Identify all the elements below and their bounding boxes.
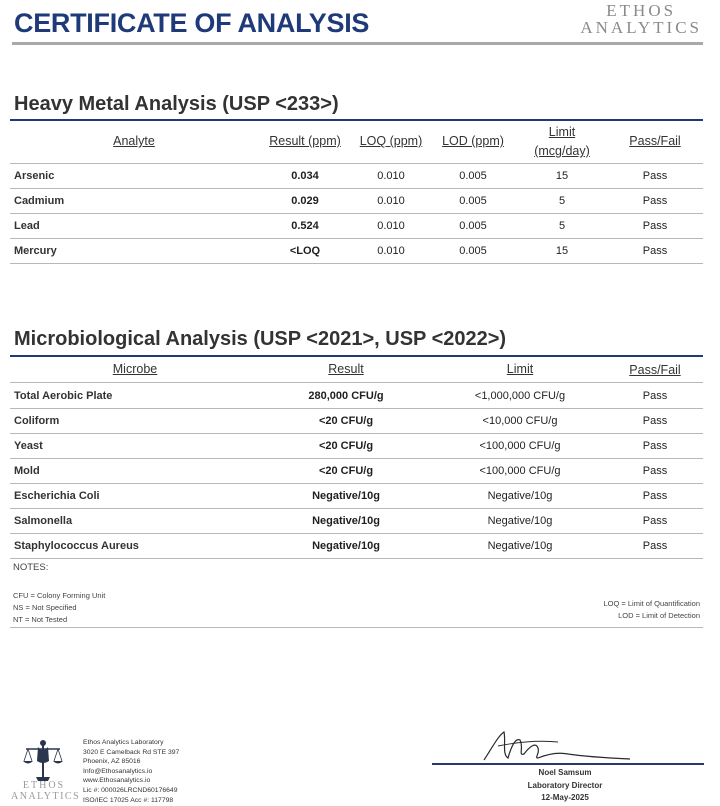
col-loq: LOQ (ppm)	[359, 134, 423, 148]
pass-fail-value: Pass	[642, 195, 668, 207]
limit-value: 15	[555, 245, 569, 257]
limit-value: 5	[558, 195, 566, 207]
loq-value: 0.010	[377, 170, 405, 182]
microbe-name: Salmonella	[14, 515, 73, 527]
table-row	[10, 214, 703, 239]
analyte-name: Mercury	[14, 245, 57, 257]
pass-fail-value: Pass	[642, 465, 668, 477]
limit-value: Negative/10g	[487, 515, 553, 527]
lab-street: 3020 E Camelback Rd STE 397	[83, 748, 180, 756]
table-row	[10, 189, 703, 214]
col-result: Result	[328, 362, 364, 376]
signer-name: Noel Samsum	[538, 768, 592, 777]
limit-value: 5	[558, 220, 566, 232]
loq-value: 0.010	[377, 220, 405, 232]
footer-logo-text	[11, 780, 81, 803]
pass-fail-value: Pass	[642, 515, 668, 527]
loq-value: 0.010	[377, 245, 405, 257]
limit-value: 15	[555, 170, 569, 182]
notes-divider	[10, 627, 703, 628]
limit-value: <10,000 CFU/g	[482, 415, 558, 427]
document-title: CERTIFICATE OF ANALYSIS	[14, 8, 370, 38]
col-limit-line2: (mcg/day)	[534, 144, 590, 158]
microbiology-title: Microbiological Analysis (USP <2021>, USP <2022>)	[14, 328, 507, 350]
heavy-metal-header-row	[10, 121, 703, 164]
analyte-name: Cadmium	[14, 195, 65, 207]
result-value: Negative/10g	[312, 540, 380, 552]
footer-logo-line1: ETHOS	[22, 780, 66, 791]
result-value: 280,000 CFU/g	[308, 390, 384, 402]
table-row	[10, 384, 703, 409]
table-row	[10, 434, 703, 459]
lab-city: Phoenix, AZ 85016	[83, 758, 141, 766]
pass-fail-value: Pass	[642, 490, 668, 502]
result-value: 0.034	[291, 170, 319, 182]
table-row	[10, 484, 703, 509]
lab-name: Ethos Analytics Laboratory	[83, 739, 164, 746]
notes-label: NOTES:	[13, 562, 49, 573]
signer-title: Laboratory Director	[527, 781, 603, 790]
note-cfu: CFU = Colony Forming Unit	[13, 591, 106, 600]
result-value: <20 CFU/g	[318, 465, 374, 477]
col-pass-fail: Pass/Fail	[629, 134, 681, 148]
brand-line-1: ETHOS	[606, 1, 677, 20]
brand-line-2: ANALYTICS	[580, 18, 702, 37]
result-value: <LOQ	[289, 245, 321, 257]
lod-value: 0.005	[459, 245, 487, 257]
microbe-name: Escherichia Coli	[14, 490, 100, 502]
col-limit-line1: Limit	[548, 125, 576, 139]
lod-value: 0.005	[459, 195, 487, 207]
microbe-name: Mold	[14, 465, 40, 477]
lab-website: www.Ethosanalytics.io	[83, 777, 151, 785]
result-value: 0.029	[291, 195, 319, 207]
col-pass-fail: Pass/Fail	[629, 363, 681, 377]
scales-logo-icon	[20, 737, 66, 783]
col-microbe: Microbe	[112, 362, 158, 376]
title-divider	[12, 42, 703, 45]
result-value: <20 CFU/g	[318, 440, 374, 452]
heavy-metal-title: Heavy Metal Analysis (USP <233>)	[14, 93, 339, 115]
table-row	[10, 534, 703, 559]
lab-address-block	[83, 738, 179, 805]
lod-value: 0.005	[459, 220, 487, 232]
col-lod: LOD (ppm)	[442, 134, 504, 148]
microbe-name: Yeast	[14, 440, 43, 452]
pass-fail-value: Pass	[642, 170, 668, 182]
analyte-name: Lead	[14, 220, 40, 232]
result-value: Negative/10g	[312, 515, 380, 527]
col-limit: Limit	[506, 362, 534, 376]
limit-value: Negative/10g	[487, 490, 553, 502]
table-row	[10, 409, 703, 434]
microbe-name: Coliform	[14, 415, 60, 427]
loq-value: 0.010	[377, 195, 405, 207]
pass-fail-value: Pass	[642, 390, 668, 402]
limit-value: Negative/10g	[487, 540, 553, 552]
result-value: Negative/10g	[312, 490, 380, 502]
table-row	[10, 459, 703, 484]
table-row	[10, 509, 703, 534]
note-nt: NT = Not Tested	[13, 615, 68, 624]
microbe-name: Total Aerobic Plate	[14, 390, 113, 402]
pass-fail-value: Pass	[642, 440, 668, 452]
notes-left	[13, 590, 105, 626]
col-result: Result (ppm)	[269, 134, 341, 148]
analyte-name: Arsenic	[14, 170, 55, 182]
signature-graphic	[478, 724, 638, 766]
microbe-name: Staphylococcus Aureus	[14, 540, 139, 552]
footer-logo-line2: ANALYTICS	[11, 791, 81, 802]
pass-fail-value: Pass	[642, 220, 668, 232]
lab-email: Info@Ethosanalytics.io	[83, 767, 153, 775]
result-value: <20 CFU/g	[318, 415, 374, 427]
table-row	[10, 239, 703, 264]
pass-fail-value: Pass	[642, 540, 668, 552]
lab-license: Lic #: 000026LRCND60176649	[83, 786, 178, 794]
microbiology-header-row	[10, 357, 703, 383]
limit-value: <1,000,000 CFU/g	[474, 390, 566, 402]
note-loq: LOQ = Limit of Quantification	[603, 599, 700, 608]
limit-value: <100,000 CFU/g	[479, 465, 561, 477]
result-value: 0.524	[291, 220, 319, 232]
pass-fail-value: Pass	[642, 415, 668, 427]
lod-value: 0.005	[459, 170, 487, 182]
signature-line	[432, 763, 704, 765]
lab-iso: ISO/IEC 17025 Acc #: 117798	[83, 796, 174, 804]
notes-right	[603, 598, 700, 622]
note-ns: NS = Not Specified	[13, 603, 77, 612]
col-analyte: Analyte	[113, 134, 155, 148]
sign-date: 12-May-2025	[541, 793, 589, 802]
table-row	[10, 164, 703, 189]
note-lod: LOD = Limit of Detection	[618, 611, 700, 620]
limit-value: <100,000 CFU/g	[479, 440, 561, 452]
pass-fail-value: Pass	[642, 245, 668, 257]
brand-logo	[580, 2, 702, 36]
